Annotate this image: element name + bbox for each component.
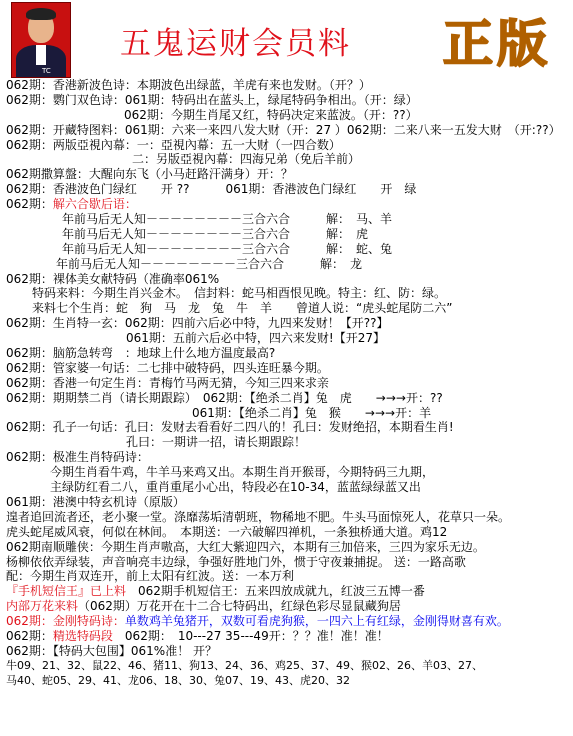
forecast-content [6,78,571,689]
highlight-text: 解六合歇后语： [52,197,137,212]
content-line: 062期：金刚特码诗：单数鸡羊兔猪开，双数可看虎狗猴，一四六上有红绿，金刚得财喜有欢。 [6,614,509,629]
highlight-text: 『手机短信王』已上料 [6,584,127,599]
photo-tag: TC [42,67,51,75]
content-line: 遑者追回流者还，老小聚一堂。涤靡荡垢清朝班，物稀地不肥。牛头马面惊死人，花草只一朵。 [6,509,511,524]
content-line: 062期：【特码大包围】061%准！ 开？ [6,643,218,658]
content-line: 孔曰：一期讲一招，请长期跟踪！ [126,435,307,450]
content-line: 062期：裸体美女献特码（准确率061% [6,271,220,286]
content-line: 062期：两版亞視內幕：一：亞視內幕：五一大财（一四合数） [6,137,341,152]
highlight-text: 内部万花来料 [6,599,79,614]
content-line: 年前马后无人知－－－－－－－－三合六合 解： 虎 [62,226,369,241]
content-line: 062期：脑筋急转弯 ：地球上什么地方温度最高? [6,346,276,361]
content-line: 牛09、21、32、鼠22、46、猪11、狗13、24、36、鸡25、37、49、猴02、26、羊03、27、 [6,658,483,672]
content-line: 062期撒算盤：大醒向东飞（小马赶路汗满身）开：？ [6,167,293,182]
content-line: 062期：鹦门双色诗：061期：特码出在蓝头上，绿尾特码争相出。（开：绿） [6,92,418,107]
highlight-text: 062期：金刚特码诗： [6,614,125,629]
content-line: 年前马后无人知－－－－－－－－三合六合 解： 龙 [56,256,363,271]
content-line: 杨柳依依弄绿装，声音响亮丰边绿，争强好胜地门外，惯于守夜兼捕捉。 送：一路高歌 [6,554,466,569]
content-line: 来料七个生肖：蛇 狗 马 龙 兔 牛 羊 曾道人说：“虎头蛇尾防二六” [32,301,453,316]
content-line: 今期生肖看牛鸡，牛羊马来鸡又出。本期生肖开猴哥，今期特码三九期， [50,465,435,480]
content-line: 二：另版亞視內幕：四海兄弟（免后羊前） [132,152,361,167]
content-line: 062期：香港新波色诗：本期波色出绿蓝，羊虎有来也发财。（开？） [6,78,371,92]
portrait-photo [11,2,71,78]
content-line: 内部万花来料（062期）万花开在十二合七特码出，红绿色彩尽显鼠藏狗居 [6,599,401,614]
highlight-text: 精选特码段 [52,628,113,643]
content-line: 062期：期期禁二肖（请长期跟踪） 062期：【绝杀二肖】兔 虎 →→→开：?? [6,390,443,405]
content-line: 062期：开藏特图料：061期：六来一来四八发大财（开：27 ）062期：二来八来一五发大财 （开:??） [6,122,561,137]
content-line: 062期：极准生肖特码诗： [6,450,149,465]
content-line: 061期：五前六后必中特，四六来发财!【开27】 [126,331,385,346]
page-title: 五鬼运财会员料 [120,26,351,62]
content-line: 年前马后无人知－－－－－－－－三合六合 解： 马、羊 [62,212,393,227]
content-line: 特码来料：今期生肖兴金木。 信封料：蛇马相酉恨见晚。特主：红、防：绿。 [32,286,447,301]
content-line: 年前马后无人知－－－－－－－－三合六合 解： 蛇、兔 [62,241,393,256]
content-line: 062期南顺雕侠：今期生肖声嗷高，大红大紫迎四六，本期有三加倍来，三四为家乐无边。 [6,539,485,554]
content-line: 062期：管家婆一句话：二七排中破特码，四头连旺暴今期。 [6,360,329,375]
content-line: 062期：香港波色门绿红 开 ?? 061期：香港波色门绿红 开 绿 [6,182,417,197]
content-line: 062期：解六合歇后语： [6,197,137,212]
header [0,0,573,78]
authentic-stamp: 正版 [443,15,551,73]
content-line: 『手机短信王』已上料 062期手机短信王：五来四放成就九，红波三五博一番 [6,584,425,599]
content-line: 062期：今期生肖尾又红，特码决定来蓝波。（开：??） [124,107,418,122]
content-line: 配：今期生肖双连开，前上太阳有红波。送：一本万利 [6,569,295,584]
content-line: 062期：孔子一句话：孔曰：发财去看看好二四八的！孔曰：发财绝招，本期看生肖! [6,420,454,435]
content-line: 062期：香港一句定生肖：青梅竹马两无猜，今知三四来求亲 [6,375,329,390]
content-line: 主绿防红看二八，重肖重尾小心出，特段必在10-34，蓝蓝绿绿蓝又出 [50,480,421,495]
content-line: 虎头蛇尾威风衰，何似在林间。 本期送：一六破解四禅机，一条独桥通大道。鸡12 [6,524,448,539]
content-line: 062期：生肖特一玄：062期：四前六后必中特，九四来发财！【开??】 [6,316,389,331]
content-line: 062期：精选特码段 062期： 10---27 35---49开：？？准！准！准！ [6,628,389,643]
content-line: 061期：【绝杀二肖】兔 猴 →→→开：羊 [192,405,432,420]
content-line: 061期：港澳中特玄机诗（原版） [6,494,185,509]
content-line: 马40、蛇05、29、41、龙06、18、30、兔07、19、43、虎20、32 [6,673,350,687]
